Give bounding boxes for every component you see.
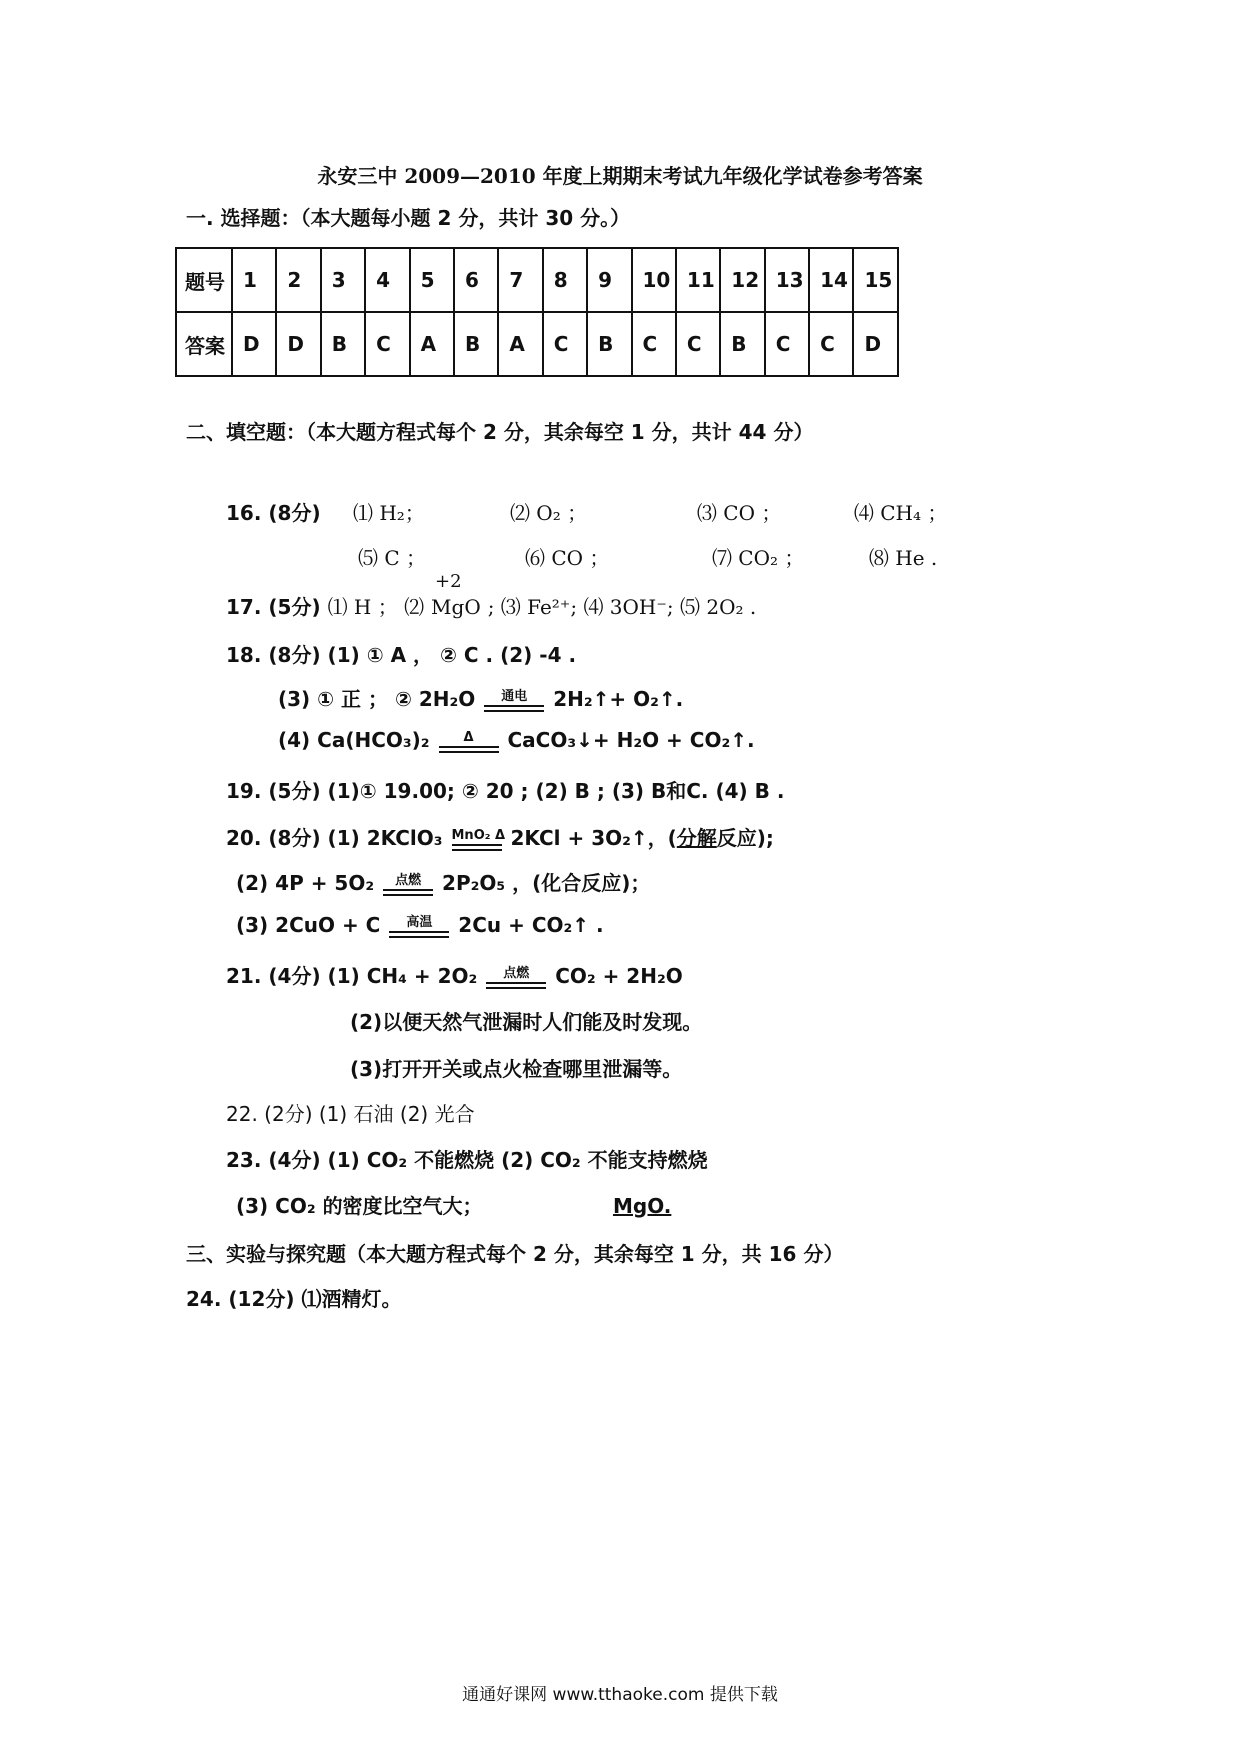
question-number-row	[176, 248, 898, 312]
question-number: 14	[809, 248, 853, 312]
q20-1-reactant: 20. (8分) (1) 2KClO₃	[226, 826, 443, 850]
answer-cell: C	[809, 312, 853, 376]
page-footer: 通通好课网 www.tthaoke.com 提供下载	[462, 1685, 778, 1705]
question-number: 1	[232, 248, 276, 312]
q20-2-products: 2P₂O₅ ，(化合反应)；	[442, 871, 651, 895]
question-number: 2	[276, 248, 320, 312]
q16-answer-1: ⑴ H₂；	[352, 501, 425, 525]
question-number: 13	[765, 248, 809, 312]
equals-bars	[389, 931, 449, 938]
q16-head: 16. (8分)	[226, 501, 321, 525]
q20-3-products: 2Cu + CO₂↑ .	[458, 913, 604, 937]
q20-line-2	[236, 867, 650, 896]
q21-1-products: CO₂ + 2H₂O	[555, 964, 683, 988]
q18-4-reactant: (4) Ca(HCO₃)₂	[278, 728, 430, 752]
answer-cell: D	[232, 312, 276, 376]
answer-cell: B	[454, 312, 498, 376]
equals-bars	[486, 982, 546, 989]
q16-answer-4: ⑷ CH₄ ；	[853, 501, 948, 525]
answer-cell: A	[498, 312, 542, 376]
q18-4-products: CaCO₃↓+ H₂O + CO₂↑.	[507, 728, 755, 752]
q23-3-mgo: MgO.	[612, 1194, 672, 1218]
q20-3-condition	[389, 915, 449, 938]
section-3-heading: 三、实验与探究题（本大题方程式每个 2 分，其余每空 1 分，共 16 分）	[186, 1242, 844, 1266]
condition-label: 高温	[406, 915, 433, 930]
q16-answer-3: ⑶ CO ；	[696, 501, 782, 525]
q20-1-products: 2KCl + 3O₂↑，(	[510, 826, 677, 850]
question-number: 8	[543, 248, 587, 312]
q18-3-products: 2H₂↑+ O₂↑.	[553, 687, 684, 711]
q18-line-2	[278, 683, 683, 712]
q21-line-2: (2)以便天然气泄漏时人们能及时发现。	[350, 1010, 703, 1034]
answer-cell: C	[765, 312, 809, 376]
q16-line-2	[358, 542, 937, 571]
q18-line-3	[278, 728, 755, 753]
q17-valence-mgo	[431, 571, 481, 619]
row-label-answer: 答案	[176, 312, 232, 376]
question-number: 5	[410, 248, 454, 312]
q16-answer-7: ⑺ CO₂ ；	[711, 546, 805, 570]
question-number: 12	[720, 248, 764, 312]
q17-answers-1-2: ⑴ H ； ⑵	[327, 595, 425, 619]
condition-label: 点燃	[395, 873, 422, 888]
question-number: 15	[853, 248, 897, 312]
q20-2-condition	[383, 873, 433, 896]
q22-line: 22. (2分) (1) 石油 (2) 光合	[226, 1102, 475, 1126]
answer-cell: C	[543, 312, 587, 376]
q16-answer-8: ⑻ He .	[868, 546, 938, 570]
q23-line-1: 23. (4分) (1) CO₂ 不能燃烧 (2) CO₂ 不能支持燃烧	[226, 1148, 708, 1172]
answer-row	[176, 312, 898, 376]
question-number: 10	[632, 248, 676, 312]
question-number: 6	[454, 248, 498, 312]
q19-line: 19. (5分) (1)① 19.00; ② 20 ; (2) B ; (3) B和C. (4) B .	[226, 779, 785, 803]
answer-cell: D	[853, 312, 897, 376]
q16-line-1	[226, 497, 947, 526]
q20-line-3	[236, 913, 604, 938]
section-2-heading: 二、填空题：（本大题方程式每个 2 分，其余每空 1 分，共计 44 分）	[186, 420, 814, 444]
q20-line-1	[226, 822, 774, 851]
q21-1-condition	[486, 966, 546, 989]
q17-line	[226, 571, 757, 620]
q18-line-1: 18. (8分) (1) ① A ， ② C . (2) -4 .	[226, 643, 577, 667]
question-number: 11	[676, 248, 720, 312]
question-number: 3	[321, 248, 365, 312]
choice-answer-table	[175, 247, 899, 377]
equals-bars	[383, 889, 433, 896]
condition-label: Δ	[463, 730, 474, 745]
q17-head: 17. (5分)	[226, 595, 321, 619]
q18-electrolysis-condition	[484, 689, 544, 712]
equals-bars	[484, 705, 544, 712]
answer-cell: C	[365, 312, 409, 376]
q20-1-reaction-type: 分解	[676, 826, 717, 850]
q23-3-text: (3) CO₂ 的密度比空气大；	[236, 1194, 483, 1218]
q21-line-1	[226, 960, 683, 989]
q20-1-reaction-suffix: 反应);	[716, 826, 774, 850]
q20-1-condition	[451, 828, 506, 851]
q17-mgo: MgO	[431, 595, 481, 619]
answer-cell: B	[587, 312, 631, 376]
answer-cell: D	[276, 312, 320, 376]
equals-bars	[439, 746, 499, 753]
condition-label: 点燃	[503, 966, 530, 981]
q16-answer-6: ⑹ CO ；	[524, 546, 610, 570]
question-number: 4	[365, 248, 409, 312]
q16-answer-5: ⑸ C ；	[358, 546, 427, 570]
q23-line-2	[236, 1190, 671, 1219]
answer-cell: B	[720, 312, 764, 376]
equals-bars	[452, 844, 502, 851]
answer-cell: A	[410, 312, 454, 376]
question-number: 7	[498, 248, 542, 312]
q20-2-reactant: (2) 4P + 5O₂	[236, 871, 375, 895]
question-number: 9	[587, 248, 631, 312]
row-label-question: 题号	[176, 248, 232, 312]
q24-line: 24. (12分) ⑴酒精灯。	[186, 1287, 402, 1311]
q18-heat-condition	[439, 730, 499, 753]
q21-1-reactants: 21. (4分) (1) CH₄ + 2O₂	[226, 964, 478, 988]
answer-cell: C	[632, 312, 676, 376]
answer-cell: B	[321, 312, 365, 376]
q17-answers-3-5: ; ⑶ Fe²⁺; ⑷ 3OH⁻; ⑸ 2O₂ .	[487, 595, 757, 619]
q18-3-text: (3) ① 正 ； ② 2H₂O	[278, 687, 476, 711]
page-title: 永安三中 2009—2010 年度上期期末考试九年级化学试卷参考答案	[317, 164, 923, 188]
condition-label: MnO₂ Δ	[451, 828, 506, 843]
q20-3-reactant: (3) 2CuO + C	[236, 913, 381, 937]
condition-label: 通电	[501, 689, 528, 704]
q16-answer-2: ⑵ O₂ ；	[509, 501, 588, 525]
answer-cell: C	[676, 312, 720, 376]
q21-line-3: (3)打开开关或点火检查哪里泄漏等。	[350, 1057, 683, 1081]
section-1-heading: 一. 选择题：（本大题每小题 2 分，共计 30 分。）	[186, 206, 631, 230]
q17-valence: +2	[435, 571, 462, 592]
